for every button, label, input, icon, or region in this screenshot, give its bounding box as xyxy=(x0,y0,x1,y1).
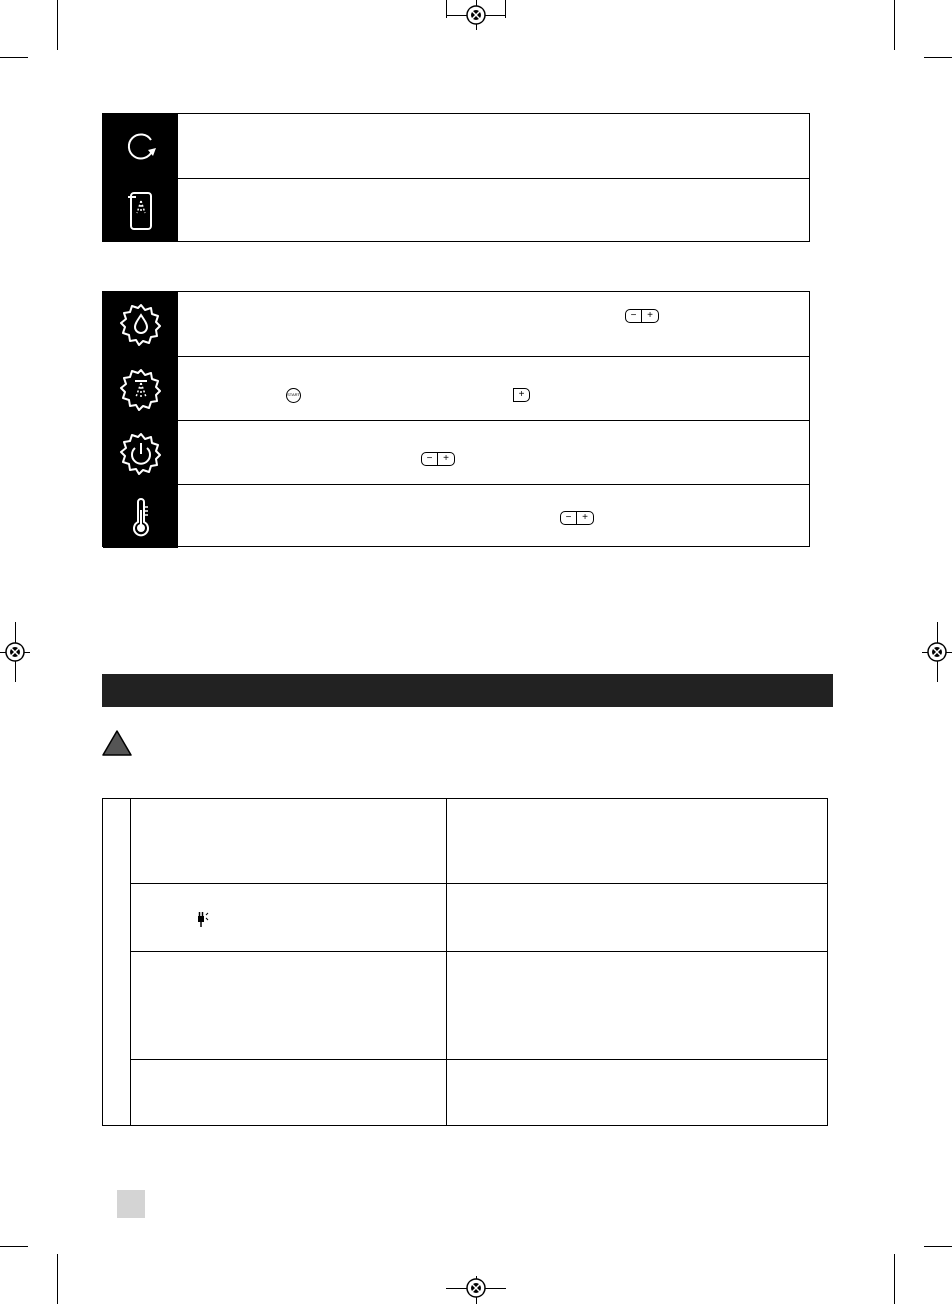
registration-mark-right xyxy=(926,641,948,663)
icon-table-2 xyxy=(102,291,810,547)
minus-plus-buttons xyxy=(560,511,594,525)
trim-line-bottom-right-v xyxy=(894,1254,895,1304)
page-number-box xyxy=(117,1190,145,1218)
row-description xyxy=(178,179,809,242)
plus-button-glyph: + xyxy=(438,452,455,466)
trim-line-bottom-right-h xyxy=(924,1246,952,1247)
warning-triangle-icon xyxy=(101,729,133,762)
icon-table-2-row xyxy=(103,420,809,484)
icon-table-2-row xyxy=(103,484,809,548)
plus-button-single xyxy=(513,388,530,402)
plug-icon xyxy=(196,912,210,928)
row-description xyxy=(178,114,809,178)
side-label-strip xyxy=(103,799,131,1125)
icon-table-2-row xyxy=(103,292,809,356)
plus-button-glyph: + xyxy=(577,511,594,525)
row-description xyxy=(178,421,809,484)
registration-mark-bottom xyxy=(465,1277,487,1299)
gear-water-drop-icon xyxy=(103,292,178,356)
plus-button-glyph: + xyxy=(642,309,659,323)
problem-cell xyxy=(131,884,446,951)
problem-cell xyxy=(131,799,446,883)
trim-line-bottom-left-h xyxy=(0,1246,28,1247)
table-row xyxy=(131,951,827,1059)
solution-cell xyxy=(447,1060,827,1125)
icon-table-1 xyxy=(102,113,810,242)
registration-mark-left xyxy=(4,641,26,663)
gear-shower-icon xyxy=(103,357,178,420)
table-row xyxy=(131,883,827,951)
registration-mark-top xyxy=(465,4,487,26)
trim-line-bottom-left-v xyxy=(57,1254,58,1304)
problem-cell xyxy=(131,1060,446,1125)
minus-plus-buttons xyxy=(421,452,455,466)
shower-door-icon xyxy=(103,179,178,242)
icon-table-1-row xyxy=(103,114,809,178)
icon-table-1-row xyxy=(103,178,809,242)
start-button-glyph: START xyxy=(286,388,301,403)
rotate-arrow-icon xyxy=(103,114,178,178)
trim-line-top-left-h xyxy=(0,57,28,58)
table-row xyxy=(131,1059,827,1125)
minus-plus-buttons xyxy=(625,309,659,323)
minus-button-glyph: − xyxy=(421,452,438,466)
plus-button-glyph: + xyxy=(513,388,530,402)
solution-cell xyxy=(447,884,827,951)
minus-button-glyph: − xyxy=(625,309,642,323)
trim-line-top-right-v xyxy=(894,0,895,50)
table-row xyxy=(131,799,827,883)
problem-cell xyxy=(131,952,446,1059)
section-header-bar xyxy=(102,674,833,707)
trim-line-top-left-v xyxy=(57,0,58,50)
row-description xyxy=(178,357,809,420)
gear-power-icon xyxy=(103,421,178,484)
solution-cell xyxy=(447,952,827,1059)
thermometer-icon xyxy=(103,485,178,548)
troubleshooting-table xyxy=(102,798,828,1126)
icon-table-2-row xyxy=(103,356,809,420)
row-description xyxy=(178,292,809,356)
trim-line-top-right-h xyxy=(924,57,952,58)
solution-cell xyxy=(447,799,827,883)
minus-button-glyph: − xyxy=(560,511,577,525)
row-description xyxy=(178,485,809,548)
